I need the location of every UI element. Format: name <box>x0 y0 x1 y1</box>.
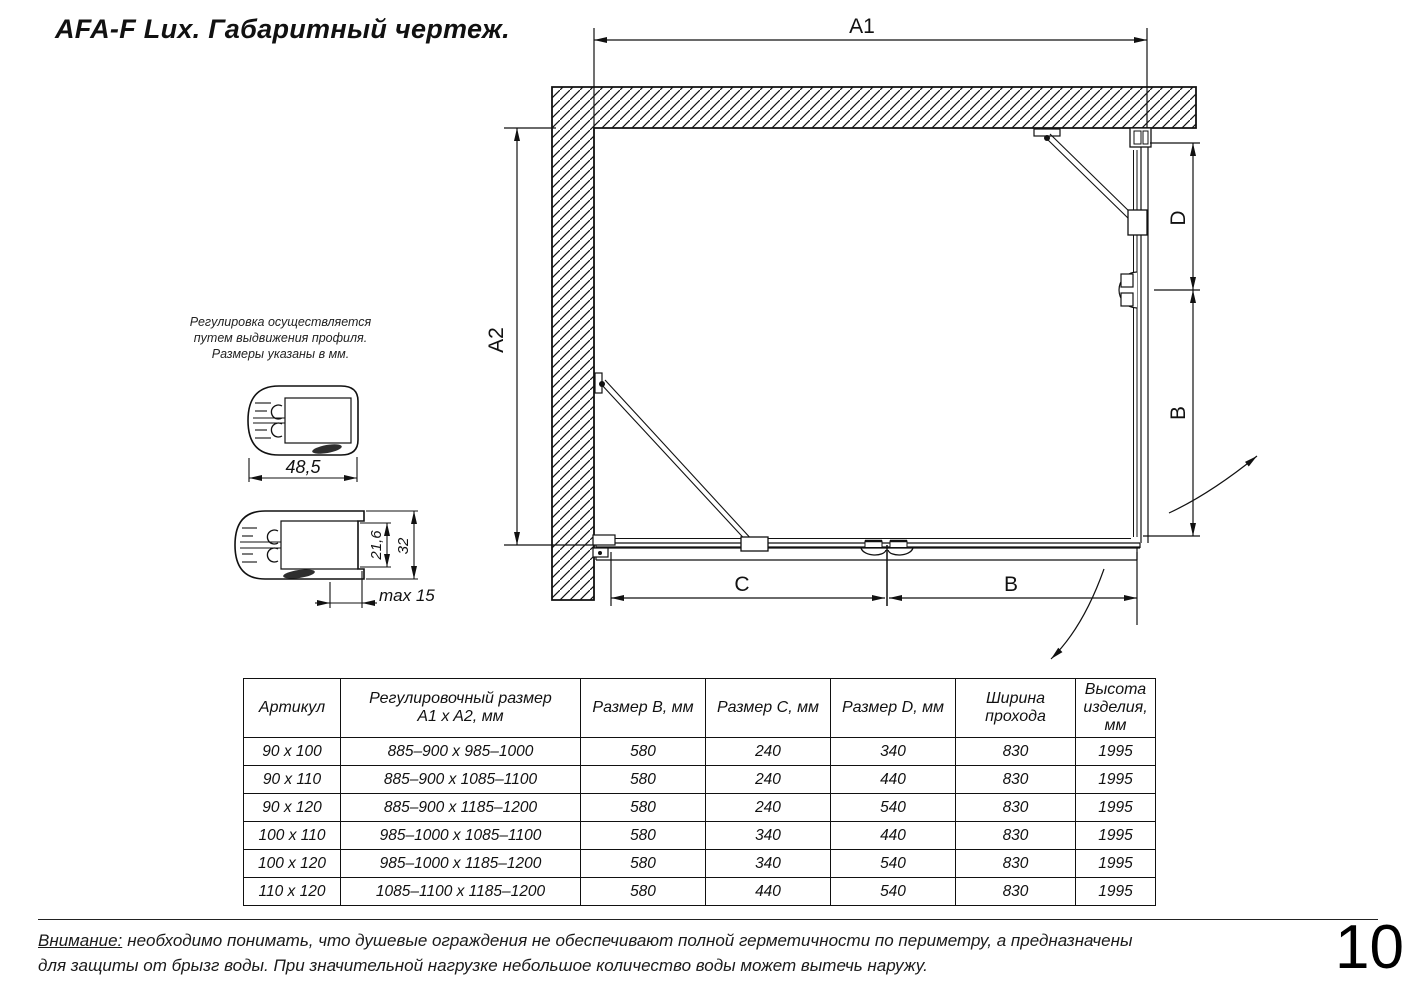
hinge-pin <box>1044 135 1050 141</box>
warning-text-line2: для защиты от брызг воды. При значительной нагрузке небольшое количество воды может вытечь наружу. <box>38 956 928 975</box>
support-bar-top <box>1034 129 1135 221</box>
cell-height: 1995 <box>1076 878 1156 906</box>
label-21-6: 21,6 <box>368 530 385 560</box>
cell-c: 340 <box>706 822 831 850</box>
cell-article: 90 x 100 <box>244 738 341 766</box>
cell-b: 580 <box>581 794 706 822</box>
cell-c: 240 <box>706 794 831 822</box>
warning-note <box>38 928 1188 978</box>
table-row <box>244 822 1156 850</box>
warning-label: Внимание: <box>38 931 123 950</box>
col-product-height <box>1076 679 1156 738</box>
hinge-pin <box>599 381 605 387</box>
label-a1: A1 <box>849 15 875 38</box>
col-height-line1: Высота <box>1084 681 1147 698</box>
label-48-5: 48,5 <box>285 457 321 477</box>
col-height-line3: мм <box>1104 717 1127 734</box>
regulation-note-line: Размеры указаны в мм. <box>211 347 350 361</box>
col-pass-line2: прохода <box>985 708 1046 725</box>
cell-b: 580 <box>581 822 706 850</box>
cell-pass: 830 <box>956 766 1076 794</box>
cell-height: 1995 <box>1076 766 1156 794</box>
support-bar-foot <box>741 537 768 551</box>
label-max-15: max 15 <box>379 586 435 605</box>
cell-pass: 830 <box>956 738 1076 766</box>
regulation-note-line: Регулировка осуществляется <box>189 315 372 329</box>
cell-c: 440 <box>706 878 831 906</box>
col-adjust-line1: Регулировочный размер <box>369 690 552 707</box>
cell-b: 580 <box>581 878 706 906</box>
page-title: AFA-F Lux. Габаритный чертеж. <box>55 14 510 44</box>
col-height-line2: изделия, <box>1083 699 1148 716</box>
dim-right <box>1143 143 1200 536</box>
cell-article: 110 x 120 <box>244 878 341 906</box>
cell-height: 1995 <box>1076 794 1156 822</box>
door-hinge-top <box>1128 210 1147 235</box>
cell-d: 540 <box>831 878 956 906</box>
col-pass-width <box>956 679 1076 738</box>
col-size-b: Размер B, мм <box>581 679 706 738</box>
cell-d: 340 <box>831 738 956 766</box>
cell-c: 240 <box>706 738 831 766</box>
cell-b: 580 <box>581 738 706 766</box>
col-size-d: Размер D, мм <box>831 679 956 738</box>
cell-height: 1995 <box>1076 850 1156 878</box>
cell-pass: 830 <box>956 878 1076 906</box>
wall-hatched <box>552 87 1196 600</box>
col-size-c: Размер C, мм <box>706 679 831 738</box>
warning-text-line1: необходимо понимать, что душевые ограждения не обеспечивают полной герметичности по периметру, а предназначены <box>127 931 1133 950</box>
page-number: 10 <box>1335 913 1404 982</box>
cell-height: 1995 <box>1076 822 1156 850</box>
cell-c: 240 <box>706 766 831 794</box>
label-c: C <box>734 573 750 596</box>
regulation-note-line: путем выдвижения профиля. <box>193 331 368 345</box>
cell-article: 90 x 110 <box>244 766 341 794</box>
cell-d: 440 <box>831 766 956 794</box>
cell-article: 90 x 120 <box>244 794 341 822</box>
cell-adjust: 985–1000 x 1085–1100 <box>341 822 581 850</box>
cell-d: 540 <box>831 794 956 822</box>
table-row <box>244 766 1156 794</box>
door-hinge-middle <box>1119 272 1137 308</box>
label-32: 32 <box>395 537 412 555</box>
door-swing-arc-right <box>1169 456 1257 513</box>
cell-pass: 830 <box>956 822 1076 850</box>
table-header-row <box>244 679 1156 738</box>
cell-article: 100 x 120 <box>244 850 341 878</box>
cell-c: 340 <box>706 850 831 878</box>
col-adjust-size <box>341 679 581 738</box>
col-pass-line1: Ширина <box>985 690 1046 707</box>
cell-pass: 830 <box>956 850 1076 878</box>
support-bar-left <box>595 373 754 546</box>
footer-divider <box>38 919 1378 920</box>
cell-height: 1995 <box>1076 738 1156 766</box>
cell-adjust: 985–1000 x 1185–1200 <box>341 850 581 878</box>
cell-article: 100 x 110 <box>244 822 341 850</box>
table-row <box>244 878 1156 906</box>
cell-adjust: 1085–1100 x 1185–1200 <box>341 878 581 906</box>
label-b-right: B <box>1167 405 1190 421</box>
label-a2: A2 <box>485 327 508 353</box>
cell-b: 580 <box>581 850 706 878</box>
label-d: D <box>1167 210 1190 226</box>
spec-table <box>243 678 1156 906</box>
label-b-bottom: B <box>1003 573 1019 596</box>
dim-bottom <box>611 545 1137 625</box>
door-swing-arc-bottom <box>1051 569 1104 659</box>
col-adjust-line2: A1 x A2, мм <box>417 708 504 725</box>
profile-section-2 <box>235 511 435 608</box>
cell-adjust: 885–900 x 985–1000 <box>341 738 581 766</box>
table-row <box>244 850 1156 878</box>
table-row <box>244 794 1156 822</box>
cell-pass: 830 <box>956 794 1076 822</box>
cell-d: 440 <box>831 822 956 850</box>
col-article: Артикул <box>244 679 341 738</box>
right-panel <box>1130 128 1151 543</box>
cell-b: 580 <box>581 766 706 794</box>
cell-adjust: 885–900 x 1085–1100 <box>341 766 581 794</box>
table-row <box>244 738 1156 766</box>
cell-adjust: 885–900 x 1185–1200 <box>341 794 581 822</box>
profile-section-1 <box>248 386 358 482</box>
cell-d: 540 <box>831 850 956 878</box>
